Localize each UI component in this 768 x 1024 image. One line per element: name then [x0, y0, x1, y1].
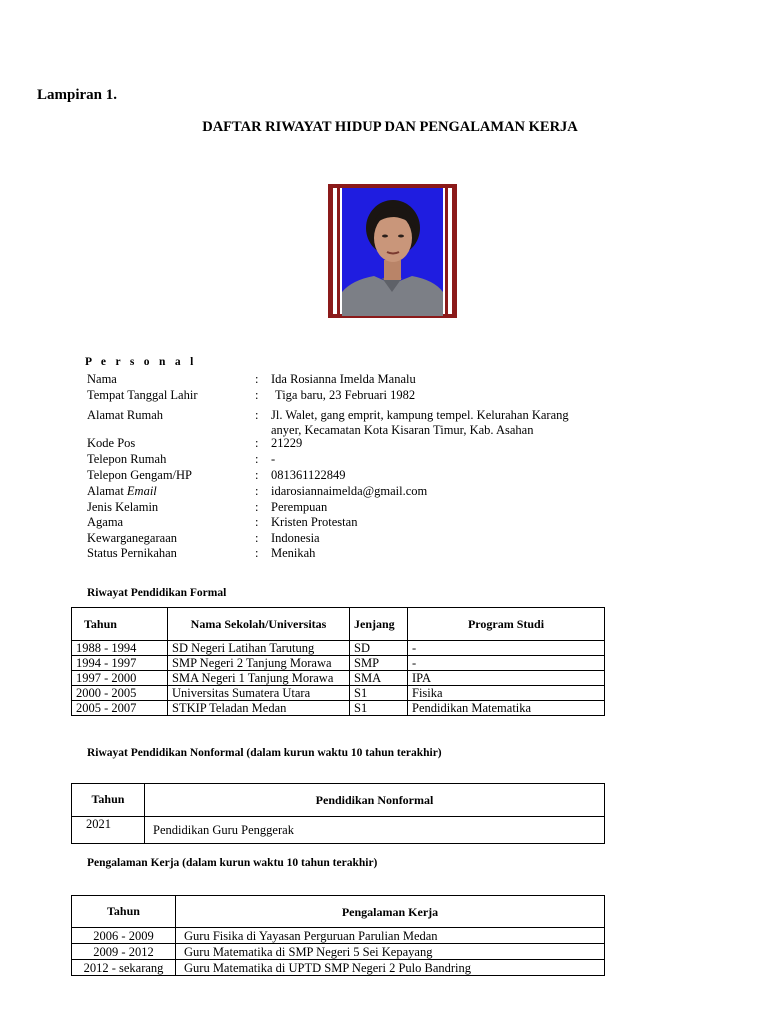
cell-sekolah: SMP Negeri 2 Tanjung Morawa: [168, 656, 350, 671]
value-alamat-line1: Jl. Walet, gang emprit, kampung tempel. Kelurahan Karang: [271, 408, 569, 422]
cell-pengalaman: Guru Matematika di UPTD SMP Negeri 2 Pulo Bandring: [176, 960, 605, 976]
table-row: [72, 928, 605, 944]
colon: :: [255, 468, 259, 482]
cell-pengalaman: Guru Matematika di SMP Negeri 5 Sei Kepayang: [176, 944, 605, 960]
value-telepon-rumah: -: [271, 452, 276, 466]
label-email: [87, 484, 157, 499]
colon: :: [255, 436, 259, 450]
cell-prodi: Pendidikan Matematika: [408, 701, 605, 716]
cell-sekolah: SMA Negeri 1 Tanjung Morawa: [168, 671, 350, 686]
colon: :: [255, 546, 259, 560]
nonformal-education-title: Riwayat Pendidikan Nonformal (dalam kurun waktu 10 tahun terakhir): [87, 747, 442, 759]
cell-jenjang: S1: [350, 701, 408, 716]
table-row: [72, 701, 605, 716]
table-header-row: [72, 896, 605, 928]
table-row: [72, 944, 605, 960]
table-row: [72, 960, 605, 976]
cell-tahun: 1994 - 1997: [72, 656, 168, 671]
cell-tahun: 2009 - 2012: [72, 944, 176, 960]
cell-jenjang: SMA: [350, 671, 408, 686]
colon: :: [255, 388, 259, 402]
label-kode-pos: Kode Pos: [87, 436, 136, 450]
cell-pengalaman: Guru Fisika di Yayasan Perguruan Parulian Medan: [176, 928, 605, 944]
value-email: idarosiannaimelda@gmail.com: [271, 484, 428, 498]
label-status-pernikahan: Status Pernikahan: [87, 546, 177, 560]
profile-photo: [342, 188, 443, 316]
col-program-studi: Program Studi: [408, 608, 605, 641]
col-tahun: Tahun: [72, 608, 168, 641]
value-kewarganegaraan: Indonesia: [271, 531, 320, 545]
col-jenjang: Jenjang: [350, 608, 408, 641]
value-alamat-line2: anyer, Kecamatan Kota Kisaran Timur, Kab. Asahan: [271, 423, 534, 437]
colon: :: [255, 372, 259, 386]
value-jenis-kelamin: Perempuan: [271, 500, 328, 514]
cell-jenjang: SMP: [350, 656, 408, 671]
label-nama: Nama: [87, 372, 117, 386]
label-alamat: Alamat Rumah: [87, 408, 164, 422]
table-row: [72, 641, 605, 656]
table-header-row: [72, 608, 605, 641]
label-email-italic: Email: [126, 484, 157, 498]
cell-prodi: -: [408, 641, 605, 656]
label-email-prefix: Alamat: [87, 484, 124, 498]
lampiran-label: Lampiran 1.: [37, 87, 118, 103]
cell-prodi: IPA: [408, 671, 605, 686]
colon: :: [255, 531, 259, 545]
colon: :: [255, 408, 259, 422]
value-nama: Ida Rosianna Imelda Manalu: [271, 372, 416, 386]
cell-tahun: 2006 - 2009: [72, 928, 176, 944]
colon: :: [255, 515, 259, 529]
label-hp: Telepon Gengam/HP: [87, 468, 193, 482]
work-experience-table: [71, 895, 605, 976]
label-agama: Agama: [87, 515, 124, 529]
cell-sekolah: STKIP Teladan Medan: [168, 701, 350, 716]
value-status-pernikahan: Menikah: [271, 546, 316, 560]
table-row: [72, 656, 605, 671]
col-pendidikan-nonformal: Pendidikan Nonformal: [145, 784, 605, 817]
col-tahun: Tahun: [72, 784, 145, 817]
cell-sekolah: SD Negeri Latihan Tarutung: [168, 641, 350, 656]
cell-prodi: Fisika: [408, 686, 605, 701]
work-experience-title: Pengalaman Kerja (dalam kurun waktu 10 tahun terakhir): [87, 857, 378, 869]
colon: :: [255, 484, 259, 498]
cell-tahun: 2021: [72, 817, 145, 844]
label-telepon-rumah: Telepon Rumah: [87, 452, 167, 466]
value-kode-pos: 21229: [271, 436, 303, 450]
cell-jenjang: SD: [350, 641, 408, 656]
cell-pendidikan: Pendidikan Guru Penggerak: [145, 817, 605, 844]
cell-tahun: 2012 - sekarang: [72, 960, 176, 976]
label-ttl: Tempat Tanggal Lahir: [87, 388, 198, 402]
col-pengalaman-kerja: Pengalaman Kerja: [176, 896, 605, 928]
table-row: [72, 671, 605, 686]
nonformal-education-table: [71, 783, 605, 844]
cell-tahun: 1997 - 2000: [72, 671, 168, 686]
label-jenis-kelamin: Jenis Kelamin: [87, 500, 159, 514]
cell-jenjang: S1: [350, 686, 408, 701]
value-agama: Kristen Protestan: [271, 515, 358, 529]
cell-prodi: -: [408, 656, 605, 671]
cell-tahun: 1988 - 1994: [72, 641, 168, 656]
value-hp: 081361122849: [271, 468, 346, 482]
colon: :: [255, 452, 259, 466]
cell-tahun: 2000 - 2005: [72, 686, 168, 701]
personal-section-title: P e r s o n a l: [85, 356, 197, 368]
table-header-row: [72, 784, 605, 817]
photo-frame: [328, 184, 457, 318]
cell-tahun: 2005 - 2007: [72, 701, 168, 716]
document-title: DAFTAR RIWAYAT HIDUP DAN PENGALAMAN KERJA: [202, 119, 578, 135]
value-ttl: Tiga baru, 23 Februari 1982: [275, 388, 416, 402]
col-tahun: Tahun: [72, 896, 176, 928]
table-row: [72, 817, 605, 844]
colon: :: [255, 500, 259, 514]
formal-education-title: Riwayat Pendidikan Formal: [87, 587, 227, 599]
table-row: [72, 686, 605, 701]
col-nama-sekolah: Nama Sekolah/Universitas: [168, 608, 350, 641]
cell-sekolah: Universitas Sumatera Utara: [168, 686, 350, 701]
label-kewarganegaraan: Kewarganegaraan: [87, 531, 177, 545]
formal-education-table: [71, 607, 605, 716]
